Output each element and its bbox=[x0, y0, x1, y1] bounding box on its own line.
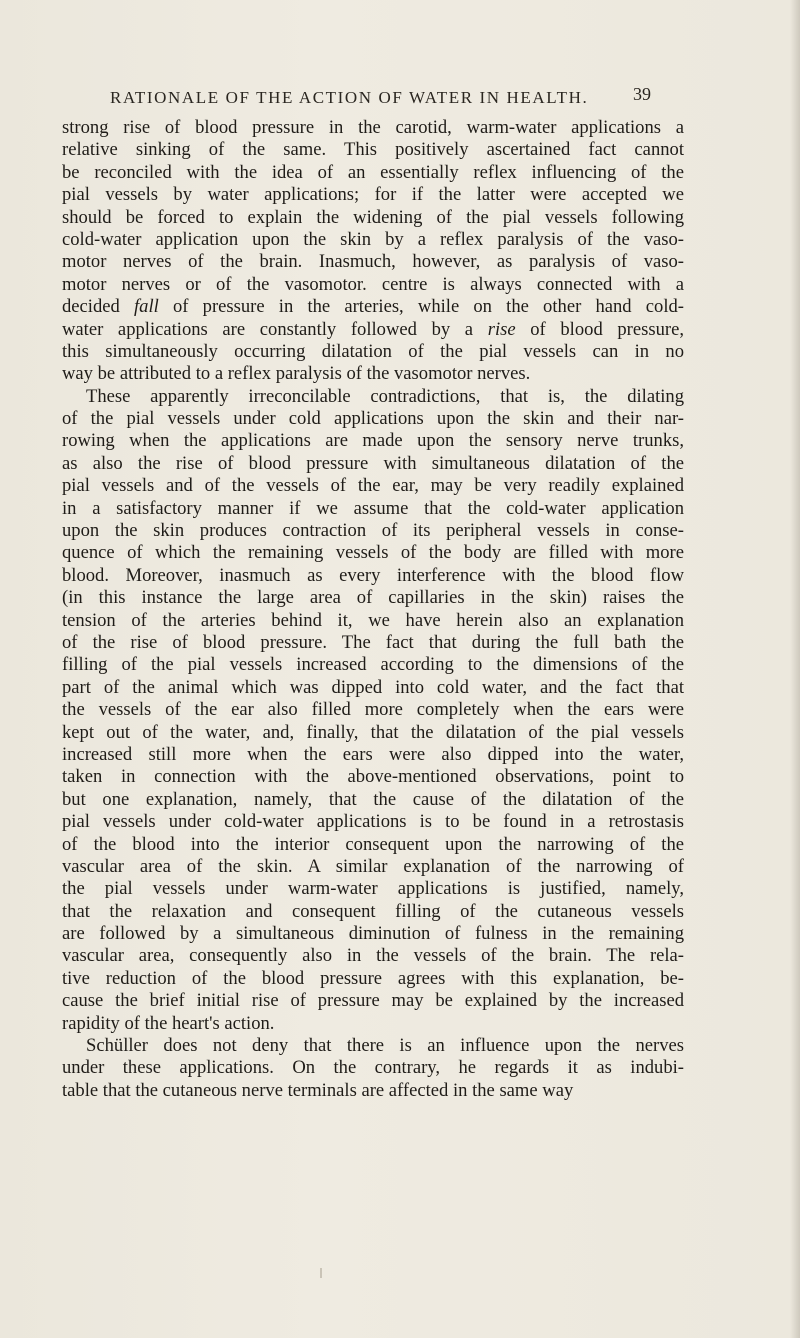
text-line: upon the skin produces contraction of its peripheral vessels in conse- bbox=[62, 520, 684, 542]
text-line: relative sinking of the same. This positively ascertained fact cannot bbox=[62, 139, 684, 161]
text-line: Schüller does not deny that there is an influence upon the nerves bbox=[86, 1035, 684, 1057]
text-line: blood. Moreover, inasmuch as every interference with the blood flow bbox=[62, 564, 684, 586]
text-line: rapidity of the heart's action. bbox=[62, 1012, 275, 1034]
text-line: cold-water application upon the skin by a reflex paralysis of the vaso- bbox=[62, 228, 684, 250]
paragraph bbox=[62, 1035, 684, 1102]
text-line: cause the brief initial rise of pressure may be explained by the increased bbox=[62, 990, 684, 1012]
text-line: table that the cutaneous nerve terminals are affected in the same way bbox=[62, 1079, 574, 1101]
text-line: vascular area, consequently also in the vessels of the brain. The rela- bbox=[62, 945, 684, 967]
text-line: of the blood into the interior consequent upon the narrowing of the bbox=[62, 833, 684, 855]
running-head: RATIONALE OF THE ACTION OF WATER IN HEALTH. bbox=[110, 88, 589, 107]
text-line: the pial vessels under warm-water applications is justified, namely, bbox=[62, 878, 684, 900]
text-line: taken in connection with the above-mentioned observations, point to bbox=[62, 766, 684, 788]
text-line: motor nerves or of the vasomotor. centre is always connected with a bbox=[62, 273, 684, 295]
text-line: strong rise of blood pressure in the carotid, warm-water applications a bbox=[62, 117, 684, 138]
page-edge-shadow bbox=[790, 0, 800, 1338]
text-line: way be attributed to a reflex paralysis of the vasomotor nerves. bbox=[62, 363, 531, 385]
page-number: 39 bbox=[633, 84, 651, 104]
text-line: water applications are constantly followed by a rise of blood pressure, bbox=[62, 318, 684, 340]
text-line: (in this instance the large area of capillaries in the skin) raises the bbox=[62, 587, 684, 609]
text-line: pial vessels and of the vessels of the ear, may be very readily explained bbox=[62, 475, 684, 497]
text-line: These apparently irreconcilable contradictions, that is, the dilating bbox=[86, 385, 684, 407]
paragraph bbox=[62, 117, 684, 386]
text-line: rowing when the applications are made upon the sensory nerve trunks, bbox=[62, 430, 684, 452]
paragraph bbox=[62, 386, 684, 1035]
text-line: pial vessels under cold-water applications is to be found in a retrostasis bbox=[62, 811, 684, 833]
text-line: quence of which the remaining vessels of the body are filled with more bbox=[62, 542, 684, 564]
text-line: this simultaneously occurring dilatation of the pial vessels can in no bbox=[62, 340, 684, 362]
text-line: vascular area of the skin. A similar explanation of the narrowing of bbox=[62, 855, 684, 877]
body-text bbox=[62, 117, 684, 1102]
italic-emphasis: fall bbox=[134, 296, 159, 318]
text-line: increased still more when the ears were also dipped into the water, bbox=[62, 743, 684, 765]
text-line: in a satisfactory manner if we assume that the cold-water application bbox=[62, 497, 684, 519]
text-line: that the relaxation and consequent filling of the cutaneous vessels bbox=[62, 900, 684, 922]
text-line: but one explanation, namely, that the cause of the dilatation of the bbox=[62, 788, 684, 810]
text-line: motor nerves of the brain. Inasmuch, however, as paralysis of vaso- bbox=[62, 251, 684, 273]
text-line: tension of the arteries behind it, we have herein also an explanation bbox=[62, 609, 684, 631]
text-line: should be forced to explain the widening of the pial vessels following bbox=[62, 206, 684, 228]
text-line: under these applications. On the contrary, he regards it as indubi- bbox=[62, 1057, 684, 1079]
text-line: of the rise of blood pressure. The fact that during the full bath the bbox=[62, 631, 684, 653]
text-line: part of the animal which was dipped into cold water, and the fact that bbox=[62, 676, 684, 698]
text-line: tive reduction of the blood pressure agrees with this explanation, be- bbox=[62, 967, 684, 989]
text-line: filling of the pial vessels increased according to the dimensions of the bbox=[62, 654, 684, 676]
text-line: of the pial vessels under cold applications upon the skin and their nar- bbox=[62, 408, 684, 430]
text-line: the vessels of the ear also filled more completely when the ears were bbox=[62, 699, 684, 721]
print-speck bbox=[320, 1268, 322, 1278]
text-line: be reconciled with the idea of an essentially reflex influencing of the bbox=[62, 161, 684, 183]
text-line: decided fall of pressure in the arteries, while on the other hand cold- bbox=[62, 296, 684, 318]
text-line: are followed by a simultaneous diminution of fulness in the remaining bbox=[62, 923, 684, 945]
text-line: pial vessels by water applications; for if the latter were accepted we bbox=[62, 184, 684, 206]
text-line: kept out of the water, and, finally, that the dilatation of the pial vessels bbox=[62, 721, 684, 743]
italic-emphasis: rise bbox=[487, 318, 516, 340]
text-line: as also the rise of blood pressure with simultaneous dilatation of the bbox=[62, 452, 684, 474]
